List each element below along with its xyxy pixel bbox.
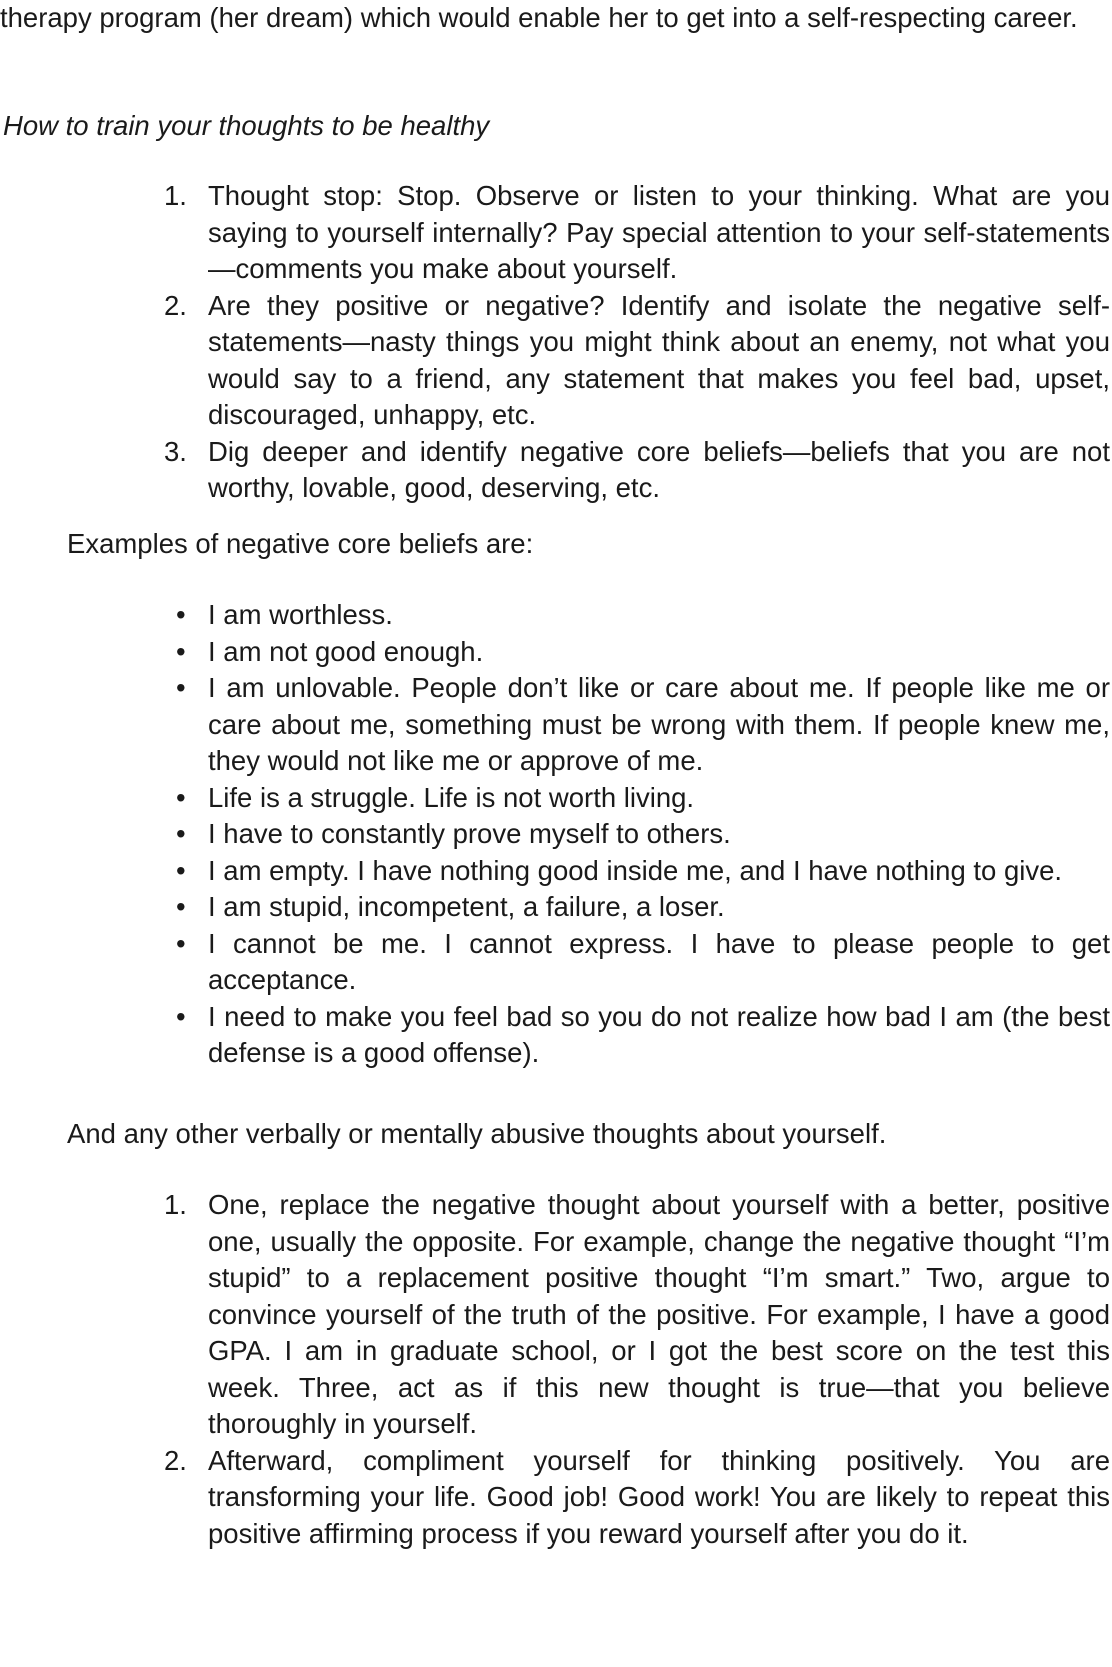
bullet-icon: • (176, 635, 186, 667)
belief-item (0, 670, 1110, 780)
belief-text: I cannot be me. I cannot express. I have to please people to get acceptance. (208, 927, 1110, 995)
beliefs-list (0, 597, 1110, 1072)
belief-item (0, 853, 1110, 890)
bullet-icon: • (176, 672, 186, 703)
bullet-icon: • (176, 818, 186, 849)
belief-item (0, 926, 1110, 999)
intro-paragraph: therapy program (her dream) which would enable her to get into a self-respecting career. (0, 2, 1078, 33)
belief-text: Life is a struggle. Life is not worth living. (208, 781, 695, 813)
belief-text: I am stupid, incompetent, a failure, a loser. (208, 891, 725, 922)
list-number: 3. (164, 435, 187, 467)
list-item-text: Dig deeper and identify negative core beliefs—beliefs that you are not worthy, lovable, good, deserving, etc. (208, 435, 1110, 503)
list-number: 2. (164, 289, 187, 321)
list-number: 2. (164, 1444, 187, 1476)
other-thoughts-paragraph: And any other verbally or mentally abusive thoughts about yourself. (67, 1118, 887, 1149)
replace-step-item (0, 1187, 1110, 1443)
steps-list-item (0, 288, 1110, 434)
steps-list (0, 178, 1110, 507)
steps-list-item (0, 434, 1110, 507)
bullet-icon: • (176, 927, 186, 959)
bullet-icon: • (176, 891, 186, 922)
list-item-text: One, replace the negative thought about yourself with a better, positive one, usually the opposite. For example, change the negative thought “I’m stupid” to a replacement positive thought “I’m smart.” Two, argue to convince yourself of the truth of the positive. For example, I have a good GPA. I am in graduate school, or I got the best score on the test this week. Three, act as if this new thought is true—that you believe thoroughly in yourself. (208, 1189, 1110, 1439)
belief-item (0, 816, 1110, 853)
belief-item (0, 889, 1110, 926)
belief-text: I am empty. I have nothing good inside me, and I have nothing to give. (208, 854, 1063, 886)
belief-text: I have to constantly prove myself to others. (208, 818, 731, 849)
belief-item (0, 634, 1110, 671)
bullet-icon: • (176, 1000, 186, 1032)
bullet-icon: • (176, 599, 186, 630)
list-number: 1. (164, 180, 187, 211)
belief-item (0, 999, 1110, 1072)
steps-list-item (0, 178, 1110, 288)
list-item-text: Thought stop: Stop. Observe or listen to your thinking. What are you saying to yourself internally? Pay special attention to your self-statements—comments you make about yourself. (208, 180, 1110, 284)
list-item-text: Afterward, compliment yourself for thinking positively. You are transforming your life. Good job! Good work! You are likely to repeat this positive affirming process if you reward yourself after you do it. (208, 1444, 1110, 1549)
belief-text: I am not good enough. (208, 635, 484, 667)
bullet-icon: • (176, 854, 186, 886)
belief-item (0, 780, 1110, 817)
list-number: 1. (164, 1189, 187, 1220)
examples-intro: Examples of negative core beliefs are: (67, 528, 534, 559)
replace-step-item (0, 1443, 1110, 1553)
belief-text: I need to make you feel bad so you do not realize how bad I am (the best defense is a good offense). (208, 1000, 1110, 1068)
belief-text: I am worthless. (208, 599, 393, 630)
list-item-text: Are they positive or negative? Identify and isolate the negative self-statements—nasty things you might think about an enemy, not what you would say to a friend, any statement that makes you feel bad, upset, discouraged, unhappy, etc. (208, 289, 1110, 430)
belief-text: I am unlovable. People don’t like or care about me. If people like me or care about me, something must be wrong with them. If people knew me, they would not like me or approve of me. (208, 672, 1110, 776)
section-heading: How to train your thoughts to be healthy (3, 110, 490, 141)
bullet-icon: • (176, 781, 186, 813)
replace-steps-list (0, 1187, 1110, 1552)
belief-item (0, 597, 1110, 634)
